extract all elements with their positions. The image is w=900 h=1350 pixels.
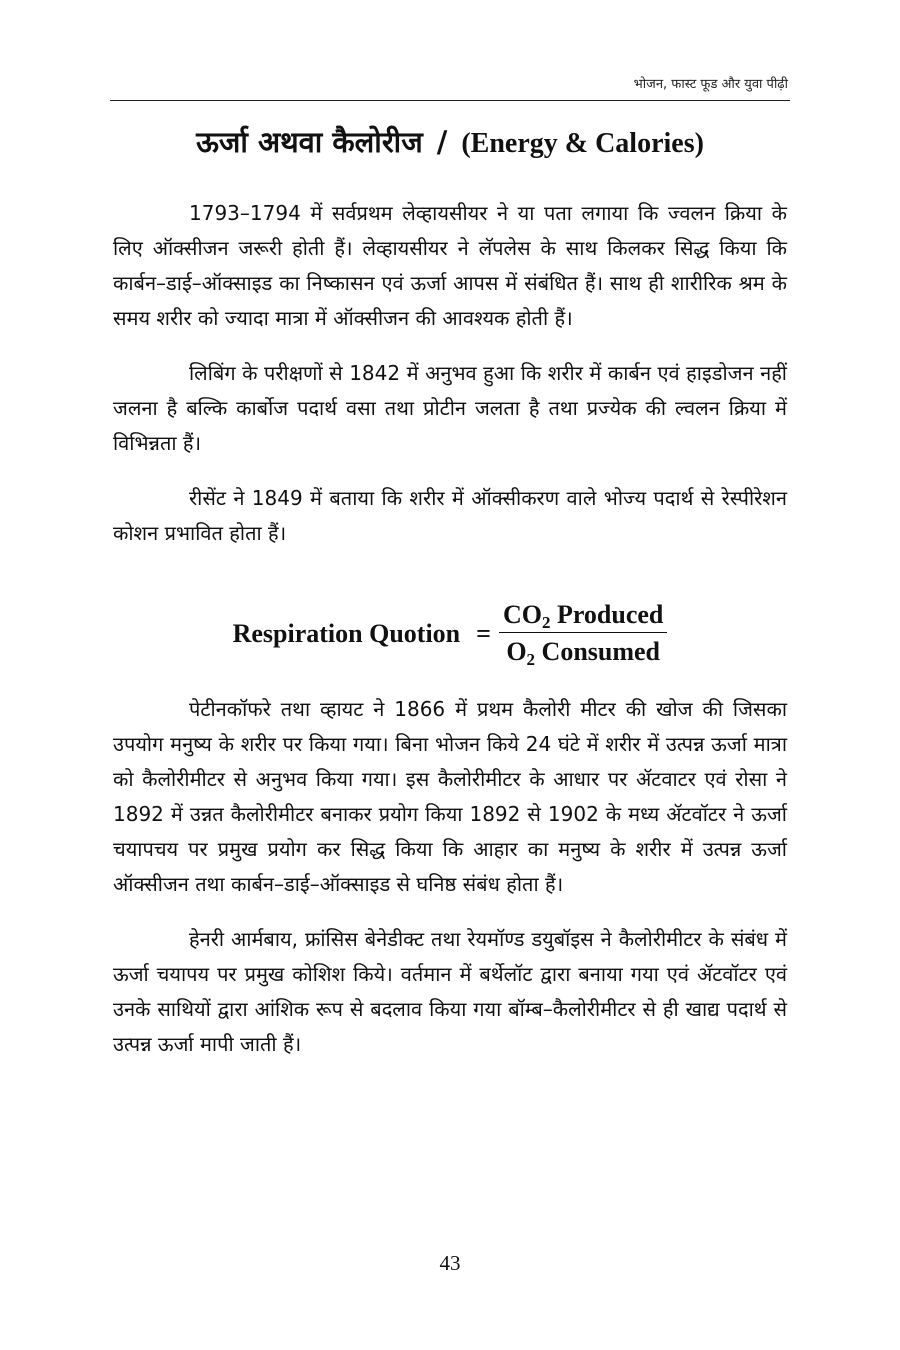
body-section-top [113, 196, 787, 571]
paragraph-5: हेनरी आर्मबाय, फ्रांसिस बेनेडीक्ट तथा रेयमॉण्ड डयुबॉइस ने कैलोरीमीटर के संबंध में ऊर्जा चयापय पर प्रमुख कोशिश किये। वर्तमान में बर्थेलॉट द्वारा बनाया गया एवं ॲटवॉटर एवं उनके साथियों द्वारा आंशिक रूप से बदलाव किया गया बॉम्ब–कैलोरीमीटर से ही खाद्य पदार्थ से उत्पन्न ऊर्जा मापी जाती हैं। [113, 927, 787, 1056]
page-number: 43 [439, 1251, 461, 1275]
running-header: भोजन, फास्ट फूड और युवा पीढ़ी [633, 77, 788, 92]
header-rule [110, 100, 790, 101]
respiration-quotient-formula [0, 600, 900, 667]
title-english: (Energy & Calories) [461, 128, 704, 159]
paragraph-4: पेटीनकॉफरे तथा व्हायट ने 1866 में प्रथम कैलोरी मीटर की खोज की जिसका उपयोग मनुष्य के शरीर पर किया गया। बिना भोजन किये 24 घंटे में शरीर में उत्पन्न ऊर्जा मात्रा को कैलोरीमीटर से अनुभव किया गया। इस कैलोरीमीटर के आधार पर ॲटवाटर एवं रोसा ने 1892 में उन्नत कैलोरीमीटर बनाकर प्रयोग किया 1892 से 1902 के मध्य ॲटवॉटर ने ऊर्जा चयापचय पर प्रमुख प्रयोग कर सिद्ध किया कि आहार का मनुष्य के शरीर में उत्पन्न ऊर्जा ऑक्सीजन तथा कार्बन–डाई–ऑक्साइड से घनिष्ठ संबंध होता हैं। [113, 697, 787, 896]
formula-lhs: Respiration Quotion [232, 618, 461, 648]
numerator-prefix: CO [502, 600, 542, 629]
denominator-subscript: 2 [526, 650, 536, 669]
formula-denominator [502, 633, 664, 667]
formula-numerator [499, 600, 667, 633]
title-hindi: ऊर्जा अथवा कैलोरीज [196, 125, 423, 159]
paragraph-1: 1793–1794 में सर्वप्रथम लेव्हायसीयर ने या पता लगाया कि ज्वलन क्रिया के लिए ऑक्सीजन जरूरी होती हैं। लेव्हायसीयर ने लॅपलेस के साथ किलकर सिद्ध किया कि कार्बन–डाई–ऑक्साइड का निष्कासन एवं ऊर्जा आपस में संबंधित हैं। साथ ही शारीरिक श्रम के समय शरीर को ज्यादा मात्रा में ऑक्सीजन की आवश्यक होती हैं। [113, 201, 787, 330]
formula-fraction [499, 600, 667, 667]
denominator-prefix: O [506, 637, 527, 666]
body-section-bottom [113, 692, 787, 1082]
title-separator: / [436, 125, 448, 159]
paragraph-2: लिबिंग के परीक्षणों से 1842 में अनुभव हुआ कि शरीर में कार्बन एवं हाइडोजन नहीं जलना है बल्कि कार्बोज पदार्थ वसा तथा प्रोटीन जलता है तथा प्रज्येक की ल्वलन क्रिया में विभिन्नता हैं। [113, 361, 787, 455]
paragraph-3: रीसेंट ने 1849 में बताया कि शरीर में ऑक्सीकरण वाले भोज्य पदार्थ से रेस्पीरेशन कोशन प्रभावित होता हैं। [113, 486, 787, 545]
denominator-suffix: Consumed [535, 637, 661, 666]
numerator-subscript: 2 [541, 613, 551, 632]
formula-equals: = [476, 618, 491, 648]
page-title [110, 122, 790, 161]
numerator-suffix: Produced [550, 600, 664, 629]
